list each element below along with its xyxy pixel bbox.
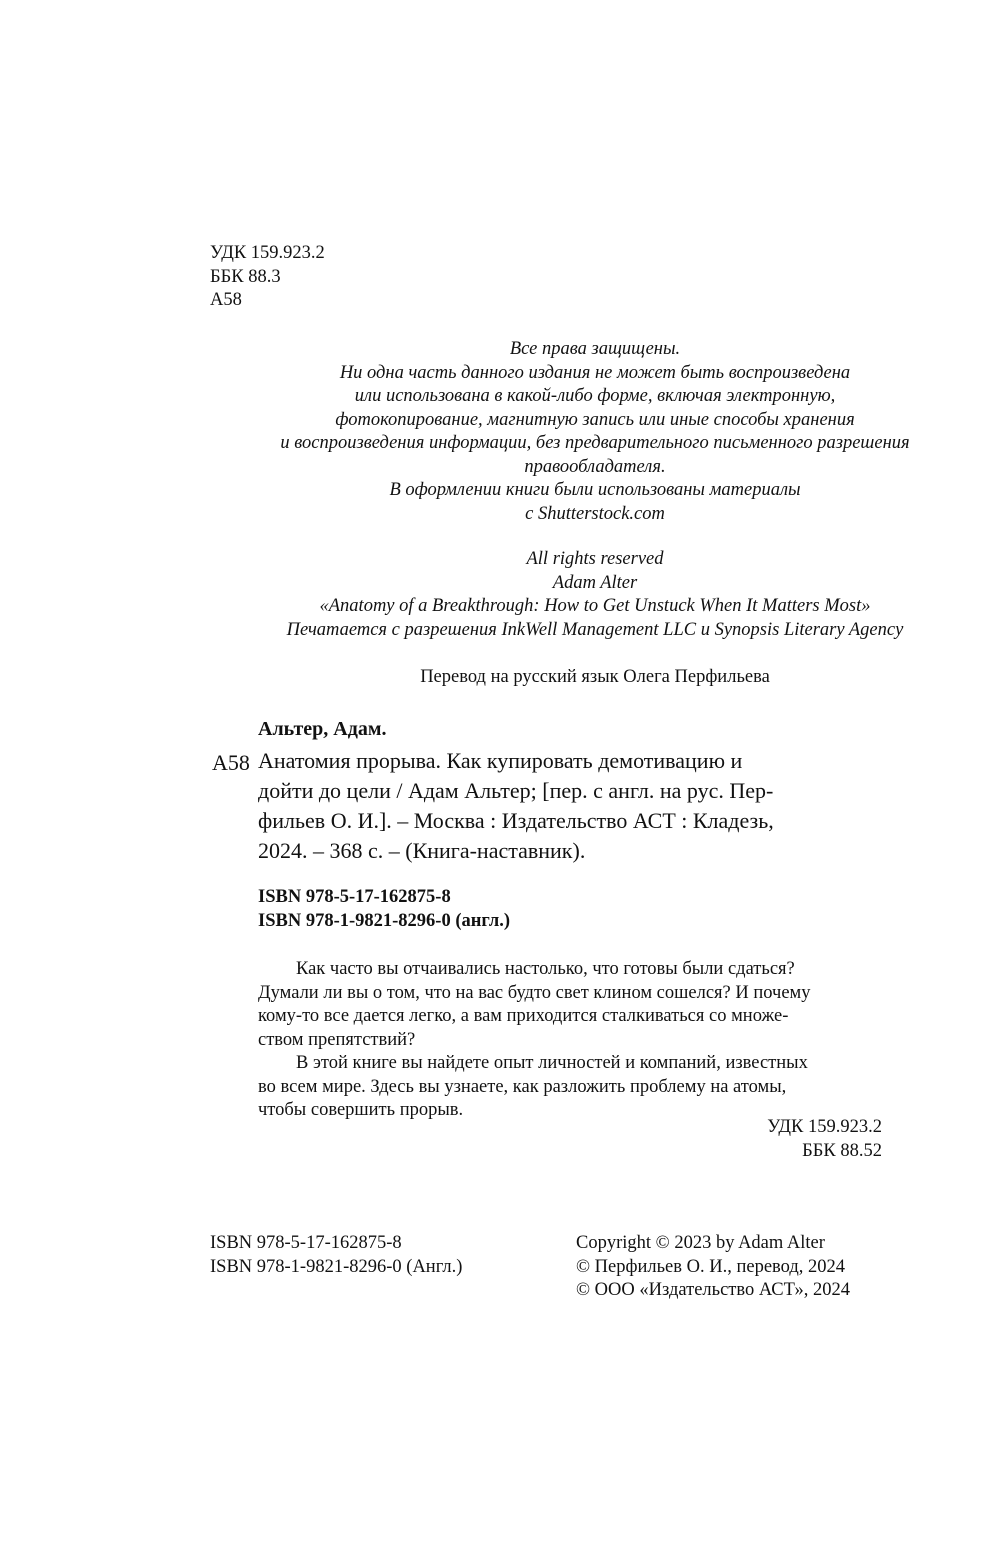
- annotation: [258, 958, 882, 1123]
- copyright-block: [576, 1232, 850, 1303]
- classification-codes: [600, 1116, 882, 1163]
- annotation-line: кому-то все дается легко, а вам приходится сталкиваться со множе-: [258, 1006, 789, 1026]
- annotation-line: во всем мире. Здесь вы узнаете, как разложить проблему на атомы,: [258, 1076, 787, 1097]
- catalog-author-heading: Альтер, Адам.: [258, 718, 387, 740]
- original-line: «Anatomy of a Breakthrough: How to Get Unstuck When It Matters Most»: [319, 596, 871, 616]
- bbk-code: ББК 88.3: [210, 266, 281, 287]
- isbn-footer: [210, 1232, 462, 1279]
- catalog-code: А58: [212, 750, 250, 775]
- catalog-line: фильев О. И.]. – Москва : Издательство АСТ : Кладезь,: [258, 808, 774, 833]
- catalog-line: дойти до цели / Адам Альтер; [пер. с англ. на рус. Пер-: [258, 778, 774, 803]
- original-line: Печатается с разрешения InkWell Management LLC и Synopsis Literary Agency: [286, 619, 904, 640]
- copyright-line: © ООО «Издательство АСТ», 2024: [576, 1280, 850, 1300]
- isbn-block: [258, 886, 510, 933]
- rights-notice: [200, 338, 990, 526]
- original-line: Adam Alter: [552, 572, 638, 593]
- udk-code: УДК 159.923.2: [210, 243, 325, 263]
- udk-code: УДК 159.923.2: [767, 1117, 882, 1137]
- annotation-line: чтобы совершить прорыв.: [258, 1100, 464, 1120]
- annotation-line: В этой книге вы найдете опыт личностей и компаний, известных: [296, 1053, 808, 1073]
- copyright-line: © Перфильев О. И., перевод, 2024: [576, 1256, 846, 1277]
- rights-line: или использована в какой-либо форме, включая электронную,: [354, 386, 836, 406]
- isbn-english: ISBN 978-1-9821-8296-0 (Англ.): [210, 1256, 463, 1277]
- annotation-line: ством препятствий?: [258, 1029, 416, 1050]
- rights-line: и воспроизведения информации, без предварительного письменного разрешения: [280, 433, 910, 453]
- rights-line: Все права защищены.: [509, 339, 681, 359]
- original-edition-notice: [200, 548, 990, 642]
- annotation-line: Как часто вы отчаивались настолько, что готовы были сдаться?: [296, 959, 795, 979]
- isbn-english: ISBN 978-1-9821-8296-0 (англ.): [258, 910, 511, 931]
- rights-line: с Shutterstock.com: [525, 503, 665, 524]
- copyright-line: Copyright © 2023 by Adam Alter: [576, 1233, 825, 1253]
- rights-line: Ни одна часть данного издания не может быть воспроизведена: [339, 362, 851, 383]
- isbn-russian: ISBN 978-5-17-162875-8: [258, 887, 451, 907]
- catalog-line: Анатомия прорыва. Как купировать демотивацию и: [258, 748, 743, 773]
- original-line: All rights reserved: [526, 549, 664, 569]
- catalog-description: [258, 746, 774, 866]
- rights-line: фотокопирование, магнитную запись или иные способы хранения: [335, 409, 855, 430]
- header-codes: [210, 242, 325, 313]
- isbn-russian: ISBN 978-5-17-162875-8: [210, 1233, 402, 1253]
- bbk-code: ББК 88.52: [802, 1140, 882, 1161]
- rights-line: В оформлении книги были использованы материалы: [389, 480, 801, 500]
- rights-line: правообладателя.: [524, 456, 666, 477]
- translation-credit: Перевод на русский язык Олега Перфильева: [420, 667, 770, 687]
- catalog-line: 2024. – 368 с. – (Книга-наставник).: [258, 838, 586, 863]
- author-sign: А58: [210, 290, 242, 310]
- annotation-line: Думали ли вы о том, что на вас будто свет клином сошелся? И почему: [258, 982, 811, 1003]
